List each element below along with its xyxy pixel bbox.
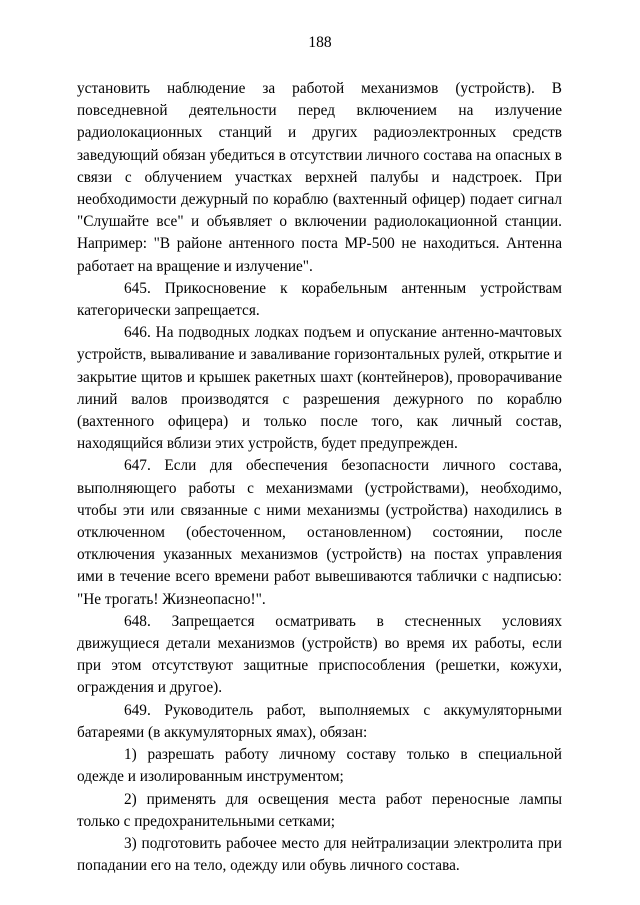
paragraph-645: 645. Прикосновение к корабельным антенным устройствам категорически запрещается. xyxy=(77,279,562,320)
list-item-3: 3) подготовить рабочее место для нейтрализации электролита при попадании его на тело, одежду или обувь личного состава. xyxy=(77,834,562,875)
list-item-1: 1) разрешать работу личному составу только в специальной одежде и изолированным инструментом; xyxy=(77,746,562,786)
body-text xyxy=(77,78,562,877)
list-item-2: 2) применять для освещения места работ переносные лампы только с предохранительными сетками; xyxy=(77,790,562,830)
paragraph-646: 646. На подводных лодках подъем и опускание антенно-мачтовых устройств, вываливание и заваливание горизонтальных рулей, открытие и закрытие щитов и крышек ракетных шахт (контейнеров), проворачивание линий валов производятся с разрешения дежурного по кораблю (вахтенного офицера) и только после того, как личный состав, находящийся вблизи этих устройств, будет предупрежден. xyxy=(77,324,562,453)
page-number: 188 xyxy=(308,34,332,51)
paragraph-continuation: установить наблюдение за работой механизмов (устройств). В повседневной деятельности перед включением на излучение радиолокационных станций и других радиоэлектронных средств заведующий обязан убедиться в отсутствии личного состава на опасных в связи с облучением участках верхней палубы и надстроек. При необходимости дежурный по кораблю (вахтенный офицер) подает сигнал "Слушайте все" и объявляет о включении радиолокационной станции. Например: "В районе антенного поста МР-500 не находиться. Антенна работает на вращение и излучение". xyxy=(77,80,562,275)
paragraph-647: 647. Если для обеспечения безопасности личного состава, выполняющего работы с механизмами (устройствами), необходимо, чтобы эти или связанные с ними механизмы (устройства) находились в отключенном (обесточенном, остановленном) состоянии, после отключения указанных механизмов (устройств) на постах управления ими в течение всего времени работ вывешиваются таблички с надписью: "Не трогать! Жизнеопасно!". xyxy=(77,457,562,608)
paragraph-648: 648. Запрещается осматривать в стесненных условиях движущиеся детали механизмов (устройств) во время их работы, если при этом отсутствуют защитные приспособления (решетки, кожухи, ограждения и другое). xyxy=(77,612,562,697)
paragraph-649: 649. Руководитель работ, выполняемых с аккумуляторными батареями (в аккумуляторных ямах), обязан: xyxy=(77,701,562,741)
